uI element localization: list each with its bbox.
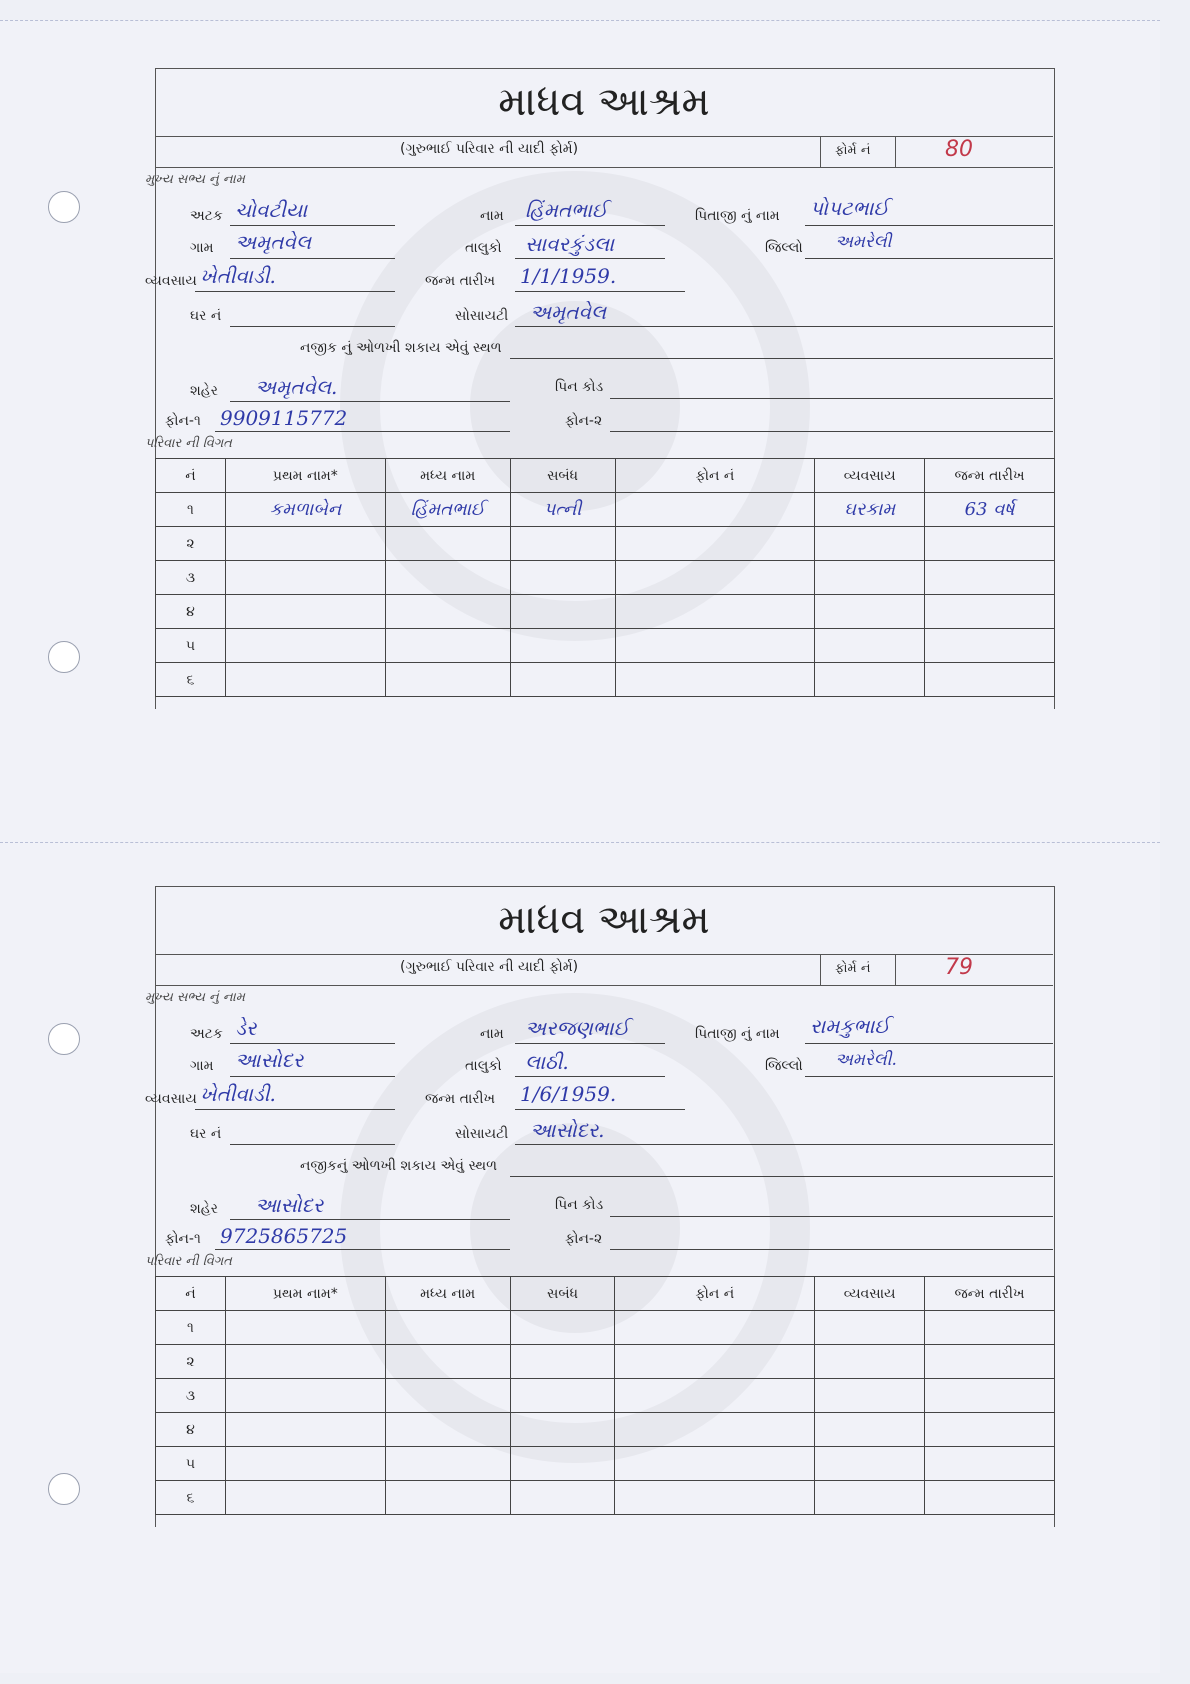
head-member-label: મુખ્ય સભ્ય નું નામ — [145, 172, 245, 187]
col-header-middle-name: મધ્ય નામ — [385, 459, 510, 493]
occupation-label: વ્યવસાય — [145, 1091, 197, 1107]
col-header-relation: સબંધ — [510, 1277, 615, 1311]
relation-cell[interactable] — [510, 1413, 615, 1447]
district-label: જિલ્લો — [765, 240, 803, 256]
phone-cell[interactable] — [615, 1413, 815, 1447]
table-row — [156, 1447, 1055, 1481]
society-label: સોસાયટી — [455, 308, 509, 324]
relation-cell[interactable] — [510, 1481, 615, 1515]
surname-field[interactable]: ડેર — [235, 1016, 257, 1040]
form-subtitle: (ગુરુભાઈ પરિવાર ની યાદી ફોર્મ) — [400, 141, 579, 157]
row-number: ૬ — [156, 663, 226, 697]
city-field[interactable]: આસોદર — [255, 1193, 324, 1217]
row-number: ૫ — [156, 629, 226, 663]
family-members-table — [155, 458, 1055, 697]
phone-cell[interactable] — [615, 663, 815, 697]
middle-name-cell[interactable] — [385, 595, 510, 629]
form-sheet-top — [0, 20, 1160, 851]
phone-cell[interactable] — [615, 1447, 815, 1481]
first-name-cell[interactable] — [225, 561, 385, 595]
form-number-label: ફોર્મ નં — [835, 961, 871, 976]
village-label: ગામ — [190, 1058, 214, 1074]
row-number: ૧ — [156, 1311, 226, 1345]
table-row — [156, 1481, 1055, 1515]
dob-field[interactable]: 1/1/1959. — [520, 264, 617, 288]
col-header-first-name: પ્રથમ નામ* — [225, 1277, 385, 1311]
table-header-row — [156, 1277, 1055, 1311]
phone-cell[interactable] — [615, 527, 815, 561]
table-row — [156, 1379, 1055, 1413]
form-title: માધવ આશ્રમ — [498, 79, 710, 125]
landmark-label: નજીકનું ઓળખી શકાય એવું સ્થળ — [300, 1158, 498, 1174]
first-name-cell[interactable] — [225, 1311, 385, 1345]
col-header-phone: ફોન નં — [615, 459, 815, 493]
city-field[interactable]: અમૃતવેલ. — [255, 375, 338, 399]
taluka-field[interactable]: સાવરકુંડલા — [525, 232, 615, 256]
middle-name-cell[interactable]: હિંમતભાઈ — [385, 493, 510, 527]
pincode-label: પિન કોડ — [555, 379, 604, 395]
landmark-label: નજીક નું ઓળખી શકાય એવું સ્થળ — [300, 340, 502, 356]
father-name-field[interactable]: પોપટભાઈ — [810, 196, 889, 220]
col-header-relation: સબંધ — [510, 459, 615, 493]
row-number: ૪ — [156, 595, 226, 629]
dob-cell[interactable] — [925, 561, 1055, 595]
form-title: માધવ આશ્રમ — [498, 897, 710, 943]
dob-cell[interactable] — [925, 663, 1055, 697]
punch-hole — [48, 641, 80, 673]
dob-cell[interactable]: 63 વર્ષ — [925, 493, 1055, 527]
occupation-cell[interactable] — [815, 1345, 925, 1379]
dob-cell[interactable] — [925, 1311, 1055, 1345]
society-field[interactable]: આસોદર. — [530, 1118, 605, 1142]
punch-hole — [48, 1023, 80, 1055]
occupation-cell[interactable]: ઘરકામ — [815, 493, 925, 527]
father-name-label: પિતાજી નું નામ — [695, 208, 780, 224]
city-label: શહેર — [190, 1201, 218, 1217]
row-number: ૫ — [156, 1447, 226, 1481]
dob-label: જન્મ તારીખ — [425, 273, 496, 289]
phone-cell[interactable] — [615, 629, 815, 663]
col-header-phone: ફોન નં — [615, 1277, 815, 1311]
surname-label: અટક — [190, 208, 223, 224]
dob-cell[interactable] — [925, 1413, 1055, 1447]
middle-name-cell[interactable] — [385, 1379, 510, 1413]
family-details-label: પરિવાર ની વિગત — [145, 1254, 232, 1269]
middle-name-cell[interactable] — [385, 1311, 510, 1345]
table-row — [156, 1345, 1055, 1379]
relation-cell[interactable] — [510, 629, 615, 663]
table-row — [156, 629, 1055, 663]
taluka-label: તાલુકો — [465, 1058, 502, 1074]
col-header-occupation: વ્યવસાય — [815, 459, 925, 493]
table-row — [156, 527, 1055, 561]
table-row — [156, 493, 1055, 527]
middle-name-cell[interactable] — [385, 1447, 510, 1481]
middle-name-cell[interactable] — [385, 629, 510, 663]
district-field[interactable]: અમરેલી — [835, 232, 892, 252]
occupation-cell[interactable] — [815, 629, 925, 663]
village-field[interactable]: આસોદર — [235, 1048, 304, 1072]
row-number: ૪ — [156, 1413, 226, 1447]
row-number: ૧ — [156, 493, 226, 527]
row-number: ૩ — [156, 1379, 226, 1413]
col-header-no: નં — [156, 1277, 226, 1311]
relation-cell[interactable]: પત્ની — [510, 493, 615, 527]
name-label: નામ — [480, 1026, 504, 1042]
first-name-cell[interactable] — [225, 595, 385, 629]
dob-cell[interactable] — [925, 1345, 1055, 1379]
occupation-cell[interactable] — [815, 1379, 925, 1413]
dob-cell[interactable] — [925, 1447, 1055, 1481]
relation-cell[interactable] — [510, 561, 615, 595]
phone-cell[interactable] — [615, 1311, 815, 1345]
occupation-cell[interactable] — [815, 663, 925, 697]
family-members-table — [155, 1276, 1055, 1515]
society-label: સોસાયટી — [455, 1126, 509, 1142]
surname-label: અટક — [190, 1026, 223, 1042]
dob-cell[interactable] — [925, 1379, 1055, 1413]
phone-cell[interactable] — [615, 493, 815, 527]
relation-cell[interactable] — [510, 1311, 615, 1345]
phone-cell[interactable] — [615, 1345, 815, 1379]
relation-cell[interactable] — [510, 663, 615, 697]
col-header-middle-name: મધ્ય નામ — [385, 1277, 510, 1311]
middle-name-cell[interactable] — [385, 527, 510, 561]
dob-cell[interactable] — [925, 527, 1055, 561]
name-field[interactable]: અરજણભાઈ — [525, 1016, 630, 1040]
occupation-field[interactable]: ખેતીવાડી. — [200, 1082, 276, 1106]
society-field[interactable]: અમૃતવેલ — [530, 300, 607, 324]
middle-name-cell[interactable] — [385, 1481, 510, 1515]
house-no-label: ઘર નં — [190, 308, 222, 324]
occupation-cell[interactable] — [815, 561, 925, 595]
occupation-cell[interactable] — [815, 1413, 925, 1447]
first-name-cell[interactable] — [225, 1481, 385, 1515]
name-label: નામ — [480, 208, 504, 224]
middle-name-cell[interactable] — [385, 663, 510, 697]
first-name-cell[interactable] — [225, 1413, 385, 1447]
form-number-value[interactable]: 80 — [945, 137, 973, 162]
occupation-field[interactable]: ખેતીવાડી. — [200, 264, 276, 288]
city-label: શહેર — [190, 383, 218, 399]
occupation-cell[interactable] — [815, 595, 925, 629]
name-field[interactable]: હિંમતભાઈ — [525, 198, 608, 222]
row-number: ૩ — [156, 561, 226, 595]
relation-cell[interactable] — [510, 595, 615, 629]
punch-hole — [48, 191, 80, 223]
dob-field[interactable]: 1/6/1959. — [520, 1082, 617, 1106]
punch-hole — [48, 1473, 80, 1505]
village-field[interactable]: અમૃતવેલ — [235, 230, 312, 254]
relation-cell[interactable] — [510, 1345, 615, 1379]
col-header-first-name: પ્રથમ નામ* — [225, 459, 385, 493]
dob-cell[interactable] — [925, 1481, 1055, 1515]
head-member-label: મુખ્ય સભ્ય નું નામ — [145, 990, 245, 1005]
table-row — [156, 561, 1055, 595]
middle-name-cell[interactable] — [385, 1413, 510, 1447]
form-subtitle: (ગુરુભાઈ પરિવાર ની યાદી ફોર્મ) — [400, 959, 579, 975]
district-field[interactable]: અમરેલી. — [835, 1050, 897, 1070]
first-name-cell[interactable] — [225, 1447, 385, 1481]
form-number-label: ફોર્મ નં — [835, 143, 871, 158]
first-name-cell[interactable]: કમળાબેન — [225, 493, 385, 527]
col-header-no: નં — [156, 459, 226, 493]
taluka-field[interactable]: લાઠી. — [525, 1050, 569, 1074]
phone1-label: ફોન-૧ — [165, 1231, 201, 1247]
taluka-label: તાલુકો — [465, 240, 502, 256]
phone1-label: ફોન-૧ — [165, 413, 201, 429]
phone-cell[interactable] — [615, 595, 815, 629]
middle-name-cell[interactable] — [385, 561, 510, 595]
table-row — [156, 595, 1055, 629]
phone-cell[interactable] — [615, 561, 815, 595]
father-name-label: પિતાજી નું નામ — [695, 1026, 780, 1042]
relation-cell[interactable] — [510, 527, 615, 561]
phone-cell[interactable] — [615, 1379, 815, 1413]
row-number: ૨ — [156, 1345, 226, 1379]
table-row — [156, 1311, 1055, 1345]
col-header-occupation: વ્યવસાય — [815, 1277, 925, 1311]
first-name-cell[interactable] — [225, 1379, 385, 1413]
first-name-cell[interactable] — [225, 663, 385, 697]
phone1-field[interactable]: 9909115772 — [220, 406, 348, 430]
occupation-cell[interactable] — [815, 527, 925, 561]
pincode-label: પિન કોડ — [555, 1197, 604, 1213]
middle-name-cell[interactable] — [385, 1345, 510, 1379]
row-number: ૬ — [156, 1481, 226, 1515]
district-label: જિલ્લો — [765, 1058, 803, 1074]
phone-cell[interactable] — [615, 1481, 815, 1515]
relation-cell[interactable] — [510, 1379, 615, 1413]
first-name-cell[interactable] — [225, 629, 385, 663]
occupation-label: વ્યવસાય — [145, 273, 197, 289]
col-header-dob: જન્મ તારીખ — [925, 1277, 1055, 1311]
dob-cell[interactable] — [925, 629, 1055, 663]
phone2-label: ફોન-૨ — [565, 413, 603, 429]
occupation-cell[interactable] — [815, 1311, 925, 1345]
house-no-label: ઘર નં — [190, 1126, 222, 1142]
relation-cell[interactable] — [510, 1447, 615, 1481]
father-name-field[interactable]: રામકુભાઈ — [810, 1014, 890, 1038]
dob-cell[interactable] — [925, 595, 1055, 629]
occupation-cell[interactable] — [815, 1481, 925, 1515]
dob-label: જન્મ તારીખ — [425, 1091, 496, 1107]
table-header-row — [156, 459, 1055, 493]
occupation-cell[interactable] — [815, 1447, 925, 1481]
table-row — [156, 663, 1055, 697]
table-row — [156, 1413, 1055, 1447]
phone1-field[interactable]: 9725865725 — [220, 1224, 348, 1248]
family-details-label: પરિવાર ની વિગત — [145, 436, 232, 451]
form-sheet-bottom — [0, 842, 1160, 1673]
form-number-value[interactable]: 79 — [945, 955, 973, 980]
phone2-label: ફોન-૨ — [565, 1231, 603, 1247]
first-name-cell[interactable] — [225, 1345, 385, 1379]
village-label: ગામ — [190, 240, 214, 256]
col-header-dob: જન્મ તારીખ — [925, 459, 1055, 493]
surname-field[interactable]: ચોવટીયા — [235, 198, 308, 222]
first-name-cell[interactable] — [225, 527, 385, 561]
row-number: ૨ — [156, 527, 226, 561]
